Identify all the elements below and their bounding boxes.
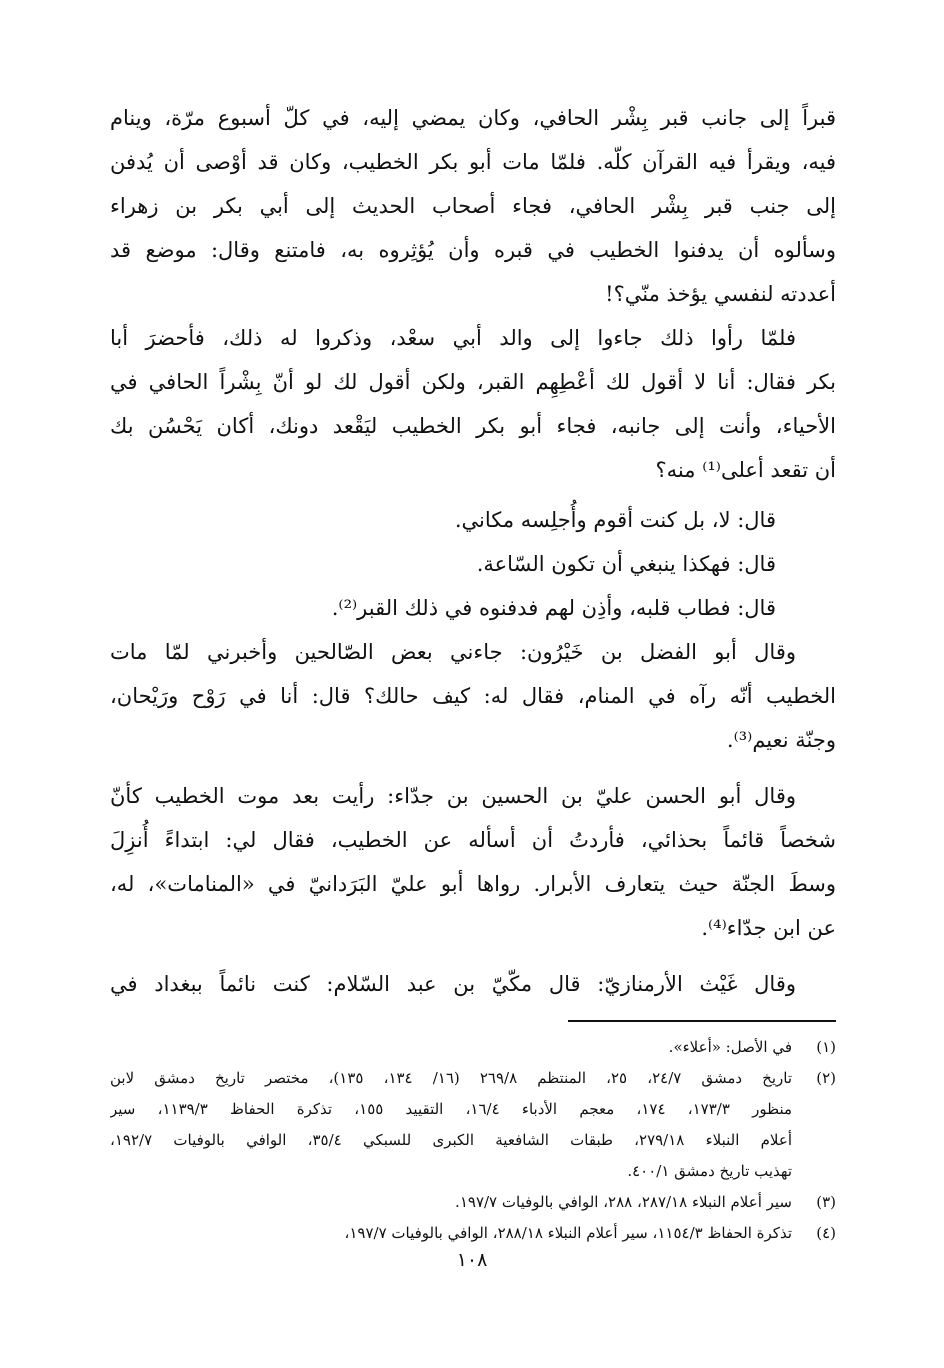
text-line: فيه، ويقرأ فيه القرآن كلّه. فلمّا مات أبو بكر الخطيب، وكان قد أوْصى أن يُدفن bbox=[110, 150, 836, 174]
dialogue-line: قال: فهكذا ينبغي أن تكون السّاعة. bbox=[476, 552, 776, 576]
footnote-line: أعلام النبلاء ٢٧٩/١٨، طبقات الشافعية الكبرى للسبكي ٣٥/٤، الوافي بالوفيات ١٩٢/٧، bbox=[110, 1131, 792, 1149]
paragraph-3 bbox=[110, 630, 836, 762]
text-line: الخطيب أنّه رآه في المنام، فقال له: كيف حالك؟ قال: أنا في رَوْح ورَيْحان، bbox=[110, 684, 836, 708]
page-number: ١٠٨ bbox=[456, 1249, 488, 1271]
footnotes bbox=[110, 1032, 836, 1249]
text-line: بكر فقال: أنا لا أقول لك أعْطِهِم القبر، ولكن أقول لك لو أنّ بِشْراً الحافي في bbox=[110, 370, 836, 394]
footnote bbox=[110, 1032, 836, 1063]
text-line: الأحياء، وأنت إلى جانبه، فجاء أبو بكر الخطيب ليَقْعد دونك، أكان يَحْسُن بك bbox=[110, 414, 836, 438]
text-line: إلى جنب قبر بِشْر الحافي، فجاء أصحاب الحديث إلى أبي بكر بن زهراء bbox=[110, 194, 836, 218]
paragraph-5 bbox=[110, 962, 836, 1006]
footnote-number: (٢) bbox=[816, 1069, 836, 1087]
dialogue-line: قال: فطاب قلبه، وأذِن لهم فدفنوه في ذلك القبر⁽²⁾. bbox=[331, 596, 776, 620]
footnote-number: (٣) bbox=[816, 1193, 836, 1211]
text-line: فلمّا رأوا ذلك جاءوا إلى والد أبي سعْد، وذكروا له ذلك، فأحضرَ أبا bbox=[110, 326, 796, 350]
footnote-line: تهذيب تاريخ دمشق ٤٠٠/١. bbox=[627, 1162, 792, 1180]
text-line: أعددته لنفسي يؤخذ منّي؟! bbox=[605, 282, 836, 306]
paragraph-2 bbox=[110, 316, 836, 492]
footnote-number: (١) bbox=[816, 1038, 836, 1056]
text-line: وقال غَيْث الأرمنازيّ: قال مكّيّ بن عبد السّلام: كنت نائماً ببغداد في bbox=[110, 972, 796, 996]
text-line: وجنّة نعيم⁽³⁾. bbox=[726, 728, 836, 752]
text-line: أن تقعد أعلى⁽¹⁾ منه؟ bbox=[655, 458, 836, 482]
footnote bbox=[110, 1218, 836, 1249]
text-line: عن ابن جدّاء⁽⁴⁾. bbox=[701, 916, 836, 940]
footnote-line: سير أعلام النبلاء ٢٨٧/١٨، ٢٨٨، الوافي بالوفيات ١٩٧/٧. bbox=[455, 1193, 792, 1211]
footnote-line: منظور ١٧٣/٣، ١٧٤، معجم الأدباء ١٦/٤، التقييد ١٥٥، تذكرة الحفاظ ١١٣٩/٣، سير bbox=[110, 1100, 792, 1118]
footnote-line: في الأصل: «أعلاء». bbox=[668, 1038, 792, 1056]
footnote-line: تذكرة الحفاظ ١١٥٤/٣، سير أعلام النبلاء ٢٨٨/١٨، الوافي بالوفيات ١٩٧/٧، bbox=[344, 1224, 792, 1242]
footnote-separator bbox=[568, 1020, 836, 1022]
text-line: وقال أبو الحسن عليّ بن الحسين بن جدّاء: رأيت بعد موت الخطيب كأنّ bbox=[110, 784, 796, 808]
text-line: وقال أبو الفضل بن خَيْرُون: جاءني بعض الصّالحين وأخبرني لمّا مات bbox=[110, 640, 797, 664]
text-line: قبراً إلى جانب قبر بِشْر الحافي، وكان يمضي إليه، في كلّ أسبوع مرّة، وينام bbox=[110, 106, 836, 130]
footnote-number: (٤) bbox=[816, 1224, 836, 1242]
paragraph-1 bbox=[110, 96, 836, 316]
footnote bbox=[110, 1063, 836, 1187]
text-line: شخصاً قائماً بحذائي، فأردتُ أن أسأله عن الخطيب، فقال لي: ابتداءً أُنزِلَ bbox=[110, 828, 836, 852]
dialogue bbox=[110, 498, 836, 630]
footnote-line: تاريخ دمشق ٢٤/٧، ٢٥، المنتظم ٢٦٩/٨ (١٦/ ١٣٤، ١٣٥)، مختصر تاريخ دمشق لابن bbox=[110, 1069, 792, 1087]
footnote bbox=[110, 1187, 836, 1218]
text-line: وسطَ الجنّة حيث يتعارف الأبرار. رواها أبو عليّ البَرَدانيّ في «المنامات»، له، bbox=[110, 872, 836, 896]
dialogue-line: قال: لا، بل كنت أقوم وأُجلِسه مكاني. bbox=[454, 508, 776, 532]
paragraph-4 bbox=[110, 774, 836, 950]
page-body bbox=[110, 96, 836, 1249]
text-line: وسألوه أن يدفنوا الخطيب في قبره وأن يُؤثِروه به، فامتنع وقال: موضع قد bbox=[110, 238, 836, 262]
